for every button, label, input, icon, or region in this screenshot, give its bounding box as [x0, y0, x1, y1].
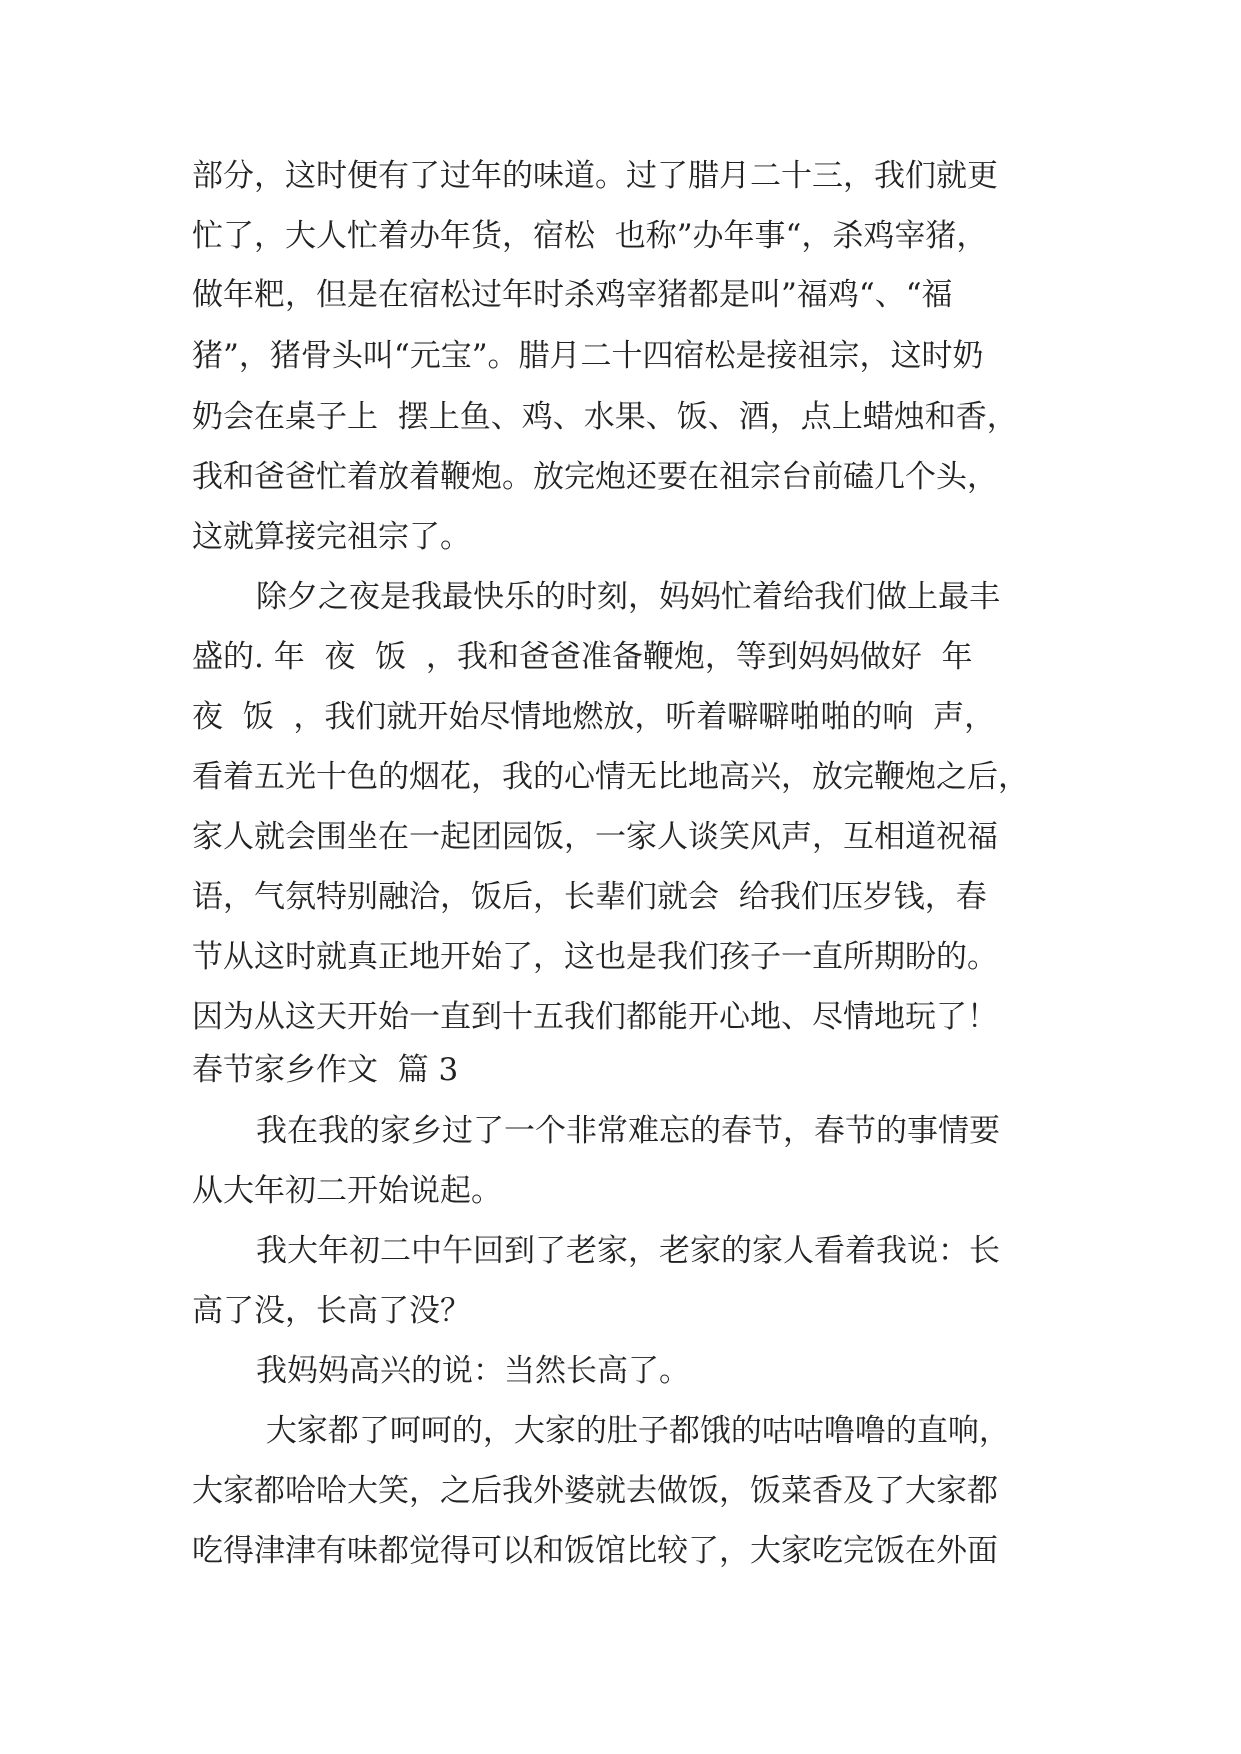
text-line: 猪”，猪骨头叫“元宝”。腊月二十四宿松是接祖宗，这时奶 [192, 338, 984, 374]
paragraph-first-line: 除夕之夜是我最快乐的时刻，妈妈忙着给我们做上最丰 [256, 579, 1000, 615]
text-line: 做年粑，但是在宿松过年时杀鸡宰猪都是叫”福鸡“、“福 [192, 277, 953, 313]
text-line: 高了没，长高了没？ [192, 1293, 471, 1329]
text-line: 从大年初二开始说起。 [192, 1173, 502, 1209]
paragraph-first-line: 我在我的家乡过了一个非常难忘的春节，春节的事情要 [256, 1113, 1000, 1149]
text-line: 我和爸爸忙着放着鞭炮。放完炮还要在祖宗台前磕几个头， [192, 459, 998, 495]
text-line: 语，气氛特别融洽，饭后，长辈们就会 给我们压岁钱，春 [192, 879, 987, 915]
text-line: 奶会在桌子上 摆上鱼、鸡、水果、饭、酒，点上蜡烛和香， [192, 399, 1018, 435]
text-line: 忙了，大人忙着办年货，宿松 也称”办年事“，杀鸡宰猪， [192, 218, 988, 254]
text-line: 盛的. 年 夜 饭 ，我和爸爸准备鞭炮，等到妈妈做好 年 [192, 639, 973, 675]
section-heading: 春节家乡作文 篇 3 [192, 1052, 459, 1088]
text-line: 看着五光十色的烟花，我的心情无比地高兴，放完鞭炮之后， [192, 759, 1029, 795]
text-line: 夜 饭 ，我们就开始尽情地燃放，听着噼噼啪啪的响 声， [192, 699, 996, 735]
paragraph-first-line: 大家都了呵呵的，大家的肚子都饿的咕咕噜噜的直响， [256, 1413, 1010, 1449]
text-line: 部分，这时便有了过年的味道。过了腊月二十三，我们就更 [192, 158, 998, 194]
text-line: 节从这时就真正地开始了，这也是我们孩子一直所期盼的。 [192, 939, 998, 975]
paragraph-first-line: 我大年初二中午回到了老家，老家的家人看着我说：长 [256, 1233, 1000, 1269]
text-line: 大家都哈哈大笑，之后我外婆就去做饭，饭菜香及了大家都 [192, 1473, 998, 1509]
text-line: 因为从这天开始一直到十五我们都能开心地、尽情地玩了！ [192, 999, 998, 1035]
text-line: 这就算接完祖宗了。 [192, 519, 471, 555]
text-line: 吃得津津有味都觉得可以和饭馆比较了，大家吃完饭在外面 [192, 1533, 998, 1569]
text-line: 家人就会围坐在一起团园饭，一家人谈笑风声，互相道祝福 [192, 819, 998, 855]
paragraph-first-line: 我妈妈高兴的说：当然长高了。 [256, 1353, 690, 1389]
